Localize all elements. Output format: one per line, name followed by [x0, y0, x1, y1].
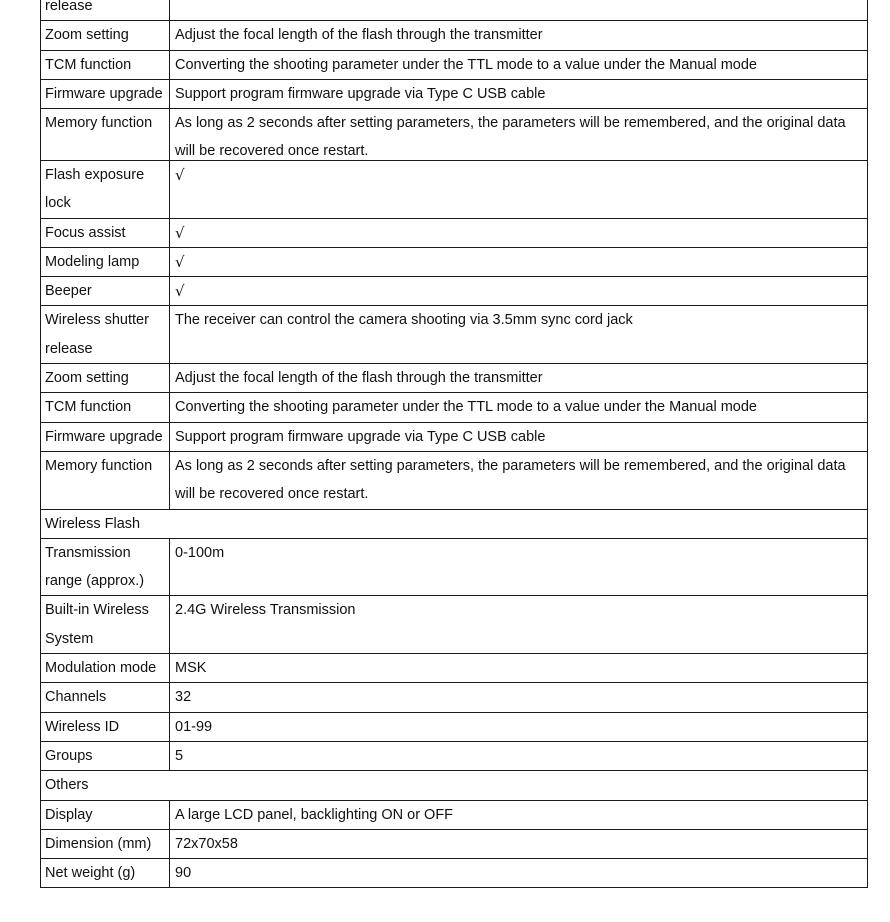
table-row [41, 79, 868, 108]
table-row [41, 364, 868, 393]
spec-value: 5 [170, 741, 868, 770]
table-row [41, 247, 868, 276]
check-icon: √ [170, 277, 868, 306]
spec-label: Zoom setting [41, 21, 170, 50]
spec-value: 72x70x58 [170, 829, 868, 858]
spec-label: Focus assist [41, 218, 170, 247]
section-header-wireless-flash: Wireless Flash [41, 509, 868, 538]
check-icon: √ [170, 218, 868, 247]
spec-label: release [41, 0, 170, 21]
spec-table-main [40, 160, 868, 888]
spec-value: Converting the shooting parameter under the TTL mode to a value under the Manual mode [170, 50, 868, 79]
table-row [41, 393, 868, 422]
spec-value: Adjust the focal length of the flash through the transmitter [170, 21, 868, 50]
spec-label: Modeling lamp [41, 247, 170, 276]
section-header-row [41, 771, 868, 800]
spec-label: Firmware upgrade [41, 79, 170, 108]
check-icon: √ [170, 247, 868, 276]
table-row [41, 741, 868, 770]
spec-value: The receiver can control the camera shooting via 3.5mm sync cord jack [170, 306, 868, 364]
table-row [41, 451, 868, 509]
spec-label: Memory function [41, 109, 170, 166]
spec-value: Adjust the focal length of the flash through the transmitter [170, 364, 868, 393]
table-row [41, 683, 868, 712]
spec-value: Converting the shooting parameter under the TTL mode to a value under the Manual mode [170, 393, 868, 422]
table-row [41, 277, 868, 306]
spec-label: Firmware upgrade [41, 422, 170, 451]
spec-label: Wireless shutter release [41, 306, 170, 364]
table-row [41, 306, 868, 364]
spec-label: Channels [41, 683, 170, 712]
table-row [41, 596, 868, 654]
spec-table-top [40, 0, 868, 166]
spec-label: Memory function [41, 451, 170, 509]
table-row [41, 50, 868, 79]
spec-value: 01-99 [170, 712, 868, 741]
section-header-row [41, 509, 868, 538]
spec-value: As long as 2 seconds after setting parameters, the parameters will be remembered, and the original data will be recovered once restart. [170, 451, 868, 509]
spec-value: Support program firmware upgrade via Type C USB cable [170, 422, 868, 451]
table-row [41, 712, 868, 741]
spec-label: Net weight (g) [41, 859, 170, 888]
spec-label: Modulation mode [41, 654, 170, 683]
table-row [41, 829, 868, 858]
spec-label: Transmission range (approx.) [41, 538, 170, 596]
table-row [41, 654, 868, 683]
spec-value: 90 [170, 859, 868, 888]
spec-label: Dimension (mm) [41, 829, 170, 858]
table-row [41, 800, 868, 829]
table-row [41, 422, 868, 451]
spec-value: 32 [170, 683, 868, 712]
spec-value: MSK [170, 654, 868, 683]
spec-value: A large LCD panel, backlighting ON or OFF [170, 800, 868, 829]
table-row [41, 538, 868, 596]
table-row [41, 109, 868, 166]
table-row [41, 218, 868, 247]
spec-label: Groups [41, 741, 170, 770]
spec-label: TCM function [41, 50, 170, 79]
spec-label: Flash exposure lock [41, 161, 170, 219]
spec-value: 2.4G Wireless Transmission [170, 596, 868, 654]
spec-label: Wireless ID [41, 712, 170, 741]
table-row [41, 21, 868, 50]
spec-label: Beeper [41, 277, 170, 306]
section-header-others: Others [41, 771, 868, 800]
spec-value: As long as 2 seconds after setting parameters, the parameters will be remembered, and the original data will be recovered once restart. [170, 109, 868, 166]
spec-value: Support program firmware upgrade via Type C USB cable [170, 79, 868, 108]
check-icon: √ [170, 161, 868, 219]
spec-value [170, 0, 868, 21]
spec-label: Built-in Wireless System [41, 596, 170, 654]
table-row [41, 859, 868, 888]
spec-label: Zoom setting [41, 364, 170, 393]
table-row [41, 0, 868, 21]
spec-label: Display [41, 800, 170, 829]
spec-label: TCM function [41, 393, 170, 422]
spec-value: 0-100m [170, 538, 868, 596]
table-row [41, 161, 868, 219]
